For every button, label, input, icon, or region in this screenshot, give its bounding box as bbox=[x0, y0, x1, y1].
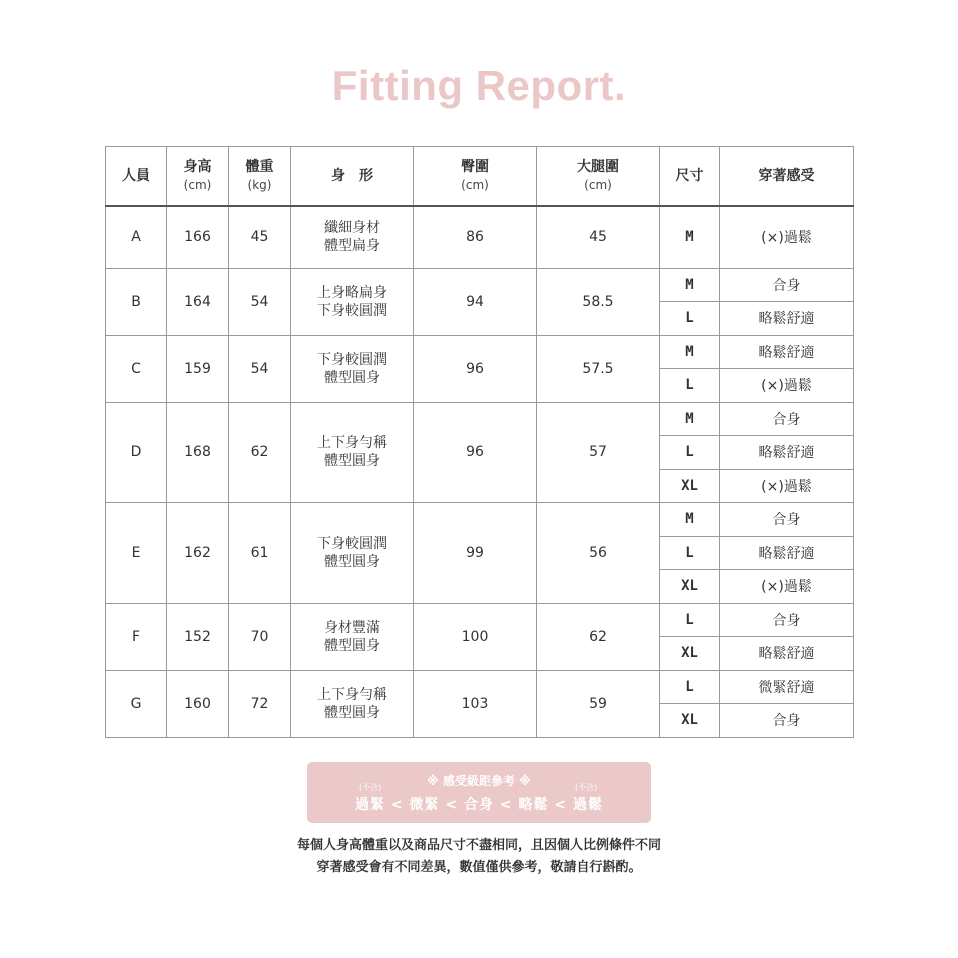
body-shape-line: 體型圓身 bbox=[324, 553, 380, 570]
cell-hip: 99 bbox=[414, 503, 537, 604]
cell-hip: 96 bbox=[414, 402, 537, 503]
cell-height: 160 bbox=[167, 670, 229, 737]
cell-thigh: 58.5 bbox=[537, 268, 660, 335]
fitting-table bbox=[105, 146, 854, 738]
header-row bbox=[106, 147, 854, 207]
cell-body-shape bbox=[291, 268, 414, 335]
cell-feel: (×)過鬆 bbox=[720, 469, 854, 503]
cell-thigh: 62 bbox=[537, 603, 660, 670]
table-row bbox=[106, 335, 854, 369]
cell-feel: 略鬆舒適 bbox=[720, 335, 854, 369]
body-shape-line: 下身較圓潤 bbox=[317, 302, 387, 319]
legend-scale: 過緊 < 微緊 < 合身 < 略鬆 < 過鬆 bbox=[355, 797, 603, 813]
table-row bbox=[106, 206, 854, 268]
body-shape-line: 身材豐滿 bbox=[324, 619, 380, 636]
cell-height: 162 bbox=[167, 503, 229, 604]
cell-thigh: 57.5 bbox=[537, 335, 660, 402]
cell-size: XL bbox=[660, 637, 720, 671]
cell-size: L bbox=[660, 302, 720, 336]
cell-hip: 86 bbox=[414, 206, 537, 268]
cell-feel: 略鬆舒適 bbox=[720, 436, 854, 470]
cell-body-shape bbox=[291, 670, 414, 737]
body-shape-line: 體型扁身 bbox=[324, 238, 380, 255]
cell-person: E bbox=[106, 503, 167, 604]
cell-size: M bbox=[660, 402, 720, 436]
cell-height: 164 bbox=[167, 268, 229, 335]
cell-person: B bbox=[106, 268, 167, 335]
cell-feel: 合身 bbox=[720, 704, 854, 738]
cell-person: A bbox=[106, 206, 167, 268]
cell-feel: 略鬆舒適 bbox=[720, 637, 854, 671]
cell-body-shape bbox=[291, 335, 414, 402]
cell-size: L bbox=[660, 536, 720, 570]
table-row bbox=[106, 268, 854, 302]
cell-size: M bbox=[660, 335, 720, 369]
cell-weight: 61 bbox=[229, 503, 291, 604]
cell-thigh: 57 bbox=[537, 402, 660, 503]
cell-feel: 略鬆舒適 bbox=[720, 536, 854, 570]
cell-size: L bbox=[660, 369, 720, 403]
cell-weight: 72 bbox=[229, 670, 291, 737]
table-row bbox=[106, 670, 854, 704]
header-weight: 體重 (kg) bbox=[229, 147, 291, 207]
cell-size: XL bbox=[660, 570, 720, 604]
feel-scale-legend bbox=[307, 762, 651, 823]
cell-body-shape bbox=[291, 603, 414, 670]
body-shape-line: 上身略扁身 bbox=[317, 284, 387, 301]
table-body bbox=[106, 206, 854, 737]
footer-note-line1: 每個人身高體重以及商品尺寸不盡相同，且因個人比例條件不同 bbox=[296, 838, 661, 853]
page-title: Fitting Report. bbox=[331, 62, 627, 109]
cell-feel: 合身 bbox=[720, 603, 854, 637]
cell-feel: (×)過鬆 bbox=[720, 206, 854, 268]
legend-heading: ※ 感受級距參考 ※ bbox=[427, 774, 531, 788]
cell-person: D bbox=[106, 402, 167, 503]
cell-weight: 45 bbox=[229, 206, 291, 268]
body-shape-line: 下身較圓潤 bbox=[317, 351, 387, 368]
cell-thigh: 56 bbox=[537, 503, 660, 604]
body-shape-line: 上下身勻稱 bbox=[317, 435, 387, 452]
cell-person: G bbox=[106, 670, 167, 737]
cell-weight: 54 bbox=[229, 268, 291, 335]
cell-size: XL bbox=[660, 704, 720, 738]
cell-size: L bbox=[660, 670, 720, 704]
cell-size: XL bbox=[660, 469, 720, 503]
cell-hip: 103 bbox=[414, 670, 537, 737]
cell-height: 166 bbox=[167, 206, 229, 268]
cell-size: L bbox=[660, 603, 720, 637]
header-thigh: 大腿圍 (cm) bbox=[537, 147, 660, 207]
header-shape: 身 形 bbox=[291, 147, 414, 207]
table-row bbox=[106, 503, 854, 537]
body-shape-line: 體型圓身 bbox=[324, 637, 380, 654]
header-size: 尺寸 bbox=[660, 147, 720, 207]
cell-body-shape bbox=[291, 503, 414, 604]
cell-hip: 100 bbox=[414, 603, 537, 670]
cell-feel: 合身 bbox=[720, 402, 854, 436]
cell-size: M bbox=[660, 206, 720, 268]
cell-person: C bbox=[106, 335, 167, 402]
cell-size: M bbox=[660, 503, 720, 537]
cell-person: F bbox=[106, 603, 167, 670]
body-shape-line: 體型圓身 bbox=[324, 704, 380, 721]
table-row bbox=[106, 402, 854, 436]
cell-feel: 微緊舒適 bbox=[720, 670, 854, 704]
cell-feel: (×)過鬆 bbox=[720, 369, 854, 403]
cell-body-shape bbox=[291, 206, 414, 268]
cell-feel: 略鬆舒適 bbox=[720, 302, 854, 336]
table-row bbox=[106, 603, 854, 637]
cell-weight: 62 bbox=[229, 402, 291, 503]
body-shape-line: 纖細身材 bbox=[324, 220, 380, 237]
body-shape-line: 體型圓身 bbox=[324, 453, 380, 470]
cell-body-shape bbox=[291, 402, 414, 503]
cell-hip: 96 bbox=[414, 335, 537, 402]
cell-size: M bbox=[660, 268, 720, 302]
header-height: 身高 (cm) bbox=[167, 147, 229, 207]
cell-thigh: 45 bbox=[537, 206, 660, 268]
cell-feel: 合身 bbox=[720, 268, 854, 302]
cell-height: 152 bbox=[167, 603, 229, 670]
body-shape-line: 體型圓身 bbox=[324, 369, 380, 386]
cell-weight: 70 bbox=[229, 603, 291, 670]
cell-weight: 54 bbox=[229, 335, 291, 402]
cell-feel: 合身 bbox=[720, 503, 854, 537]
body-shape-line: 下身較圓潤 bbox=[317, 535, 387, 552]
cell-height: 159 bbox=[167, 335, 229, 402]
header-hip: 臀圍 (cm) bbox=[414, 147, 537, 207]
header-feel: 穿著感受 bbox=[720, 147, 854, 207]
cell-size: L bbox=[660, 436, 720, 470]
body-shape-line: 上下身勻稱 bbox=[317, 686, 387, 703]
cell-thigh: 59 bbox=[537, 670, 660, 737]
cell-feel: (×)過鬆 bbox=[720, 570, 854, 604]
cell-hip: 94 bbox=[414, 268, 537, 335]
legend-note-right: (不合) bbox=[575, 783, 598, 792]
cell-height: 168 bbox=[167, 402, 229, 503]
header-person: 人員 bbox=[106, 147, 167, 207]
footer-note-line2: 穿著感受會有不同差異，數值僅供參考，敬請自行斟酌。 bbox=[316, 860, 642, 875]
legend-note-left: (不合) bbox=[359, 783, 382, 792]
